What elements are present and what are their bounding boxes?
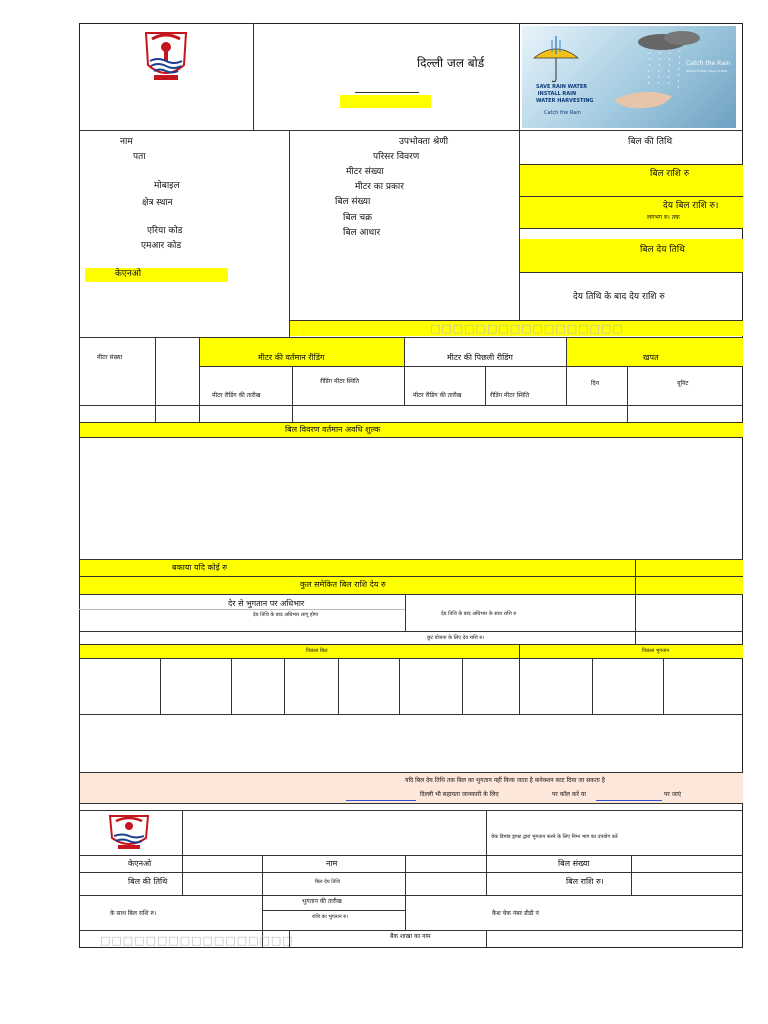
charges-header: बिल विवरण वर्तमान अवधि शुल्क	[285, 425, 381, 434]
consumption-col: खपत	[643, 353, 659, 362]
previous-reading-status-col: रीडिंग मीटर स्थिति	[490, 392, 530, 399]
due-date-cell	[520, 239, 743, 272]
units-col: यूनिट	[677, 380, 689, 387]
previous-reading-date-col: मीटर रीडिंग की तारीख	[413, 392, 462, 399]
receipt-bill-no-label: बिल संख्या	[558, 859, 590, 868]
total-bar	[80, 577, 743, 594]
current-reading-status-col: रीडिंग मीटर स्थिति	[320, 378, 360, 385]
notice-line1: यदि बिल देय तिथि तक बिल का भुगतान नहीं किया जाता है कनेक्शन काट दिया जा सकता है	[405, 777, 605, 784]
mr-code-label: एमआर कोड	[141, 241, 182, 251]
days-col: दिन	[591, 380, 600, 387]
charges-header-bar	[80, 423, 743, 437]
area-code-label: एरिया कोड	[147, 226, 183, 236]
prev-payments-header: पिछला भुगतान	[642, 648, 670, 654]
late-payment-label: देर से भुगतान पर अधिभार	[228, 599, 305, 608]
bill-amount-cell	[520, 165, 743, 196]
after-due-amount-label: देय तिथि के बाद देय राशि रु	[573, 292, 665, 302]
bill-date-label: बिल की तिथि	[628, 137, 673, 147]
after-due-with-surcharge-label: देय तिथि के बाद अधिभार के साथ राशि रु	[441, 611, 517, 617]
scheme-amount-label: छूट योजना के लिए देय राशि रु।	[427, 635, 485, 641]
boxes-placeholder: □□□□□□□□□□□□□□□□□	[430, 322, 624, 335]
kno-label: केएनओ	[115, 269, 142, 279]
receipt-with-amount-label: के साथ बिल राशि रु।	[110, 910, 157, 917]
bill-basis-label: बिल आधार	[343, 228, 381, 238]
org-name: दिल्ली जल बोर्ड	[417, 56, 485, 70]
receipt-due-date-label: बिल देय तिथि	[315, 879, 340, 885]
premises-label: परिसर विवरण	[373, 152, 420, 162]
djb-logo-receipt	[104, 812, 154, 852]
banner-catch-title: Catch the Rain	[686, 60, 731, 67]
receipt-bill-amount-label: बिल राशि रु।	[566, 877, 604, 886]
receipt-amount-paid-label: राशि का भुगतान रु।	[312, 914, 349, 920]
name-label: नाम	[120, 137, 133, 147]
receipt-kno-label: केएनओ	[128, 859, 152, 868]
after-due-surcharge-label: देय तिथि के बाद अधिभार लागू होगा	[253, 612, 318, 618]
receipt-name-label: नाम	[326, 859, 338, 868]
banner-catch-sub: Where it Falls, When it Falls	[686, 69, 728, 73]
rain-harvest-banner	[522, 26, 736, 128]
receipt-payment-date-label: भुगतान की तारीख	[302, 898, 342, 905]
address-label: पता	[133, 152, 146, 162]
bill-number-label: बिल संख्या	[335, 197, 371, 207]
due-date-label: बिल देय तिथि	[640, 245, 685, 255]
bill-cycle-label: बिल चक्र	[343, 213, 373, 223]
consumer-category-label: उपभोक्ता श्रेणी	[399, 137, 449, 147]
total-label: कुल समेकित बिल राशि देय रु	[300, 580, 386, 589]
meter-type-label: मीटर का प्रकार	[355, 182, 404, 192]
receipt-bank-branch-label: बैंक शाखा का नाम	[390, 933, 431, 940]
kno-field	[85, 268, 228, 282]
djb-logo	[140, 27, 192, 85]
bill-amount-label: बिल राशि रु	[650, 169, 690, 179]
current-reading-col: मीटर की वर्तमान रीडिंग	[258, 353, 325, 362]
payable-amount-label: देय बिल राशि रु।	[663, 201, 719, 211]
receipt-boxes: □□□□□□□□□□□□□□□□□	[100, 934, 294, 947]
prev-bills-header: पिछला बिल	[306, 648, 328, 654]
approx-label: लगभग रु। तक	[647, 214, 680, 221]
current-reading-date-col: मीटर रीडिंग की तारीख	[212, 392, 261, 399]
cheque-note: चेक डिमांड ड्राफ्ट द्वारा भुगतान करने के लिए निम्न भाग का उपयोग करें	[491, 834, 618, 840]
receipt-bill-date-label: बिल की तिथि	[128, 877, 168, 886]
meter-no-col: मीटर संख्या	[97, 354, 123, 361]
meter-number-label: मीटर संख्या	[346, 167, 384, 177]
notice-visit: पर जाएं	[664, 791, 682, 798]
notice-help: दिल्ली भी सहायता जानकारी के लिए	[420, 791, 499, 798]
arrears-label: बकाया यदि कोई रु	[172, 563, 228, 572]
banner-umbrella-text: SAVE RAIN WATER INSTALL RAIN WATER HARVESTING	[536, 84, 594, 104]
banner-catch-small: Catch the Rain	[544, 110, 581, 116]
zone-label: क्षेत्र स्थान	[142, 198, 173, 208]
previous-reading-col: मीटर की पिछली रीडिंग	[447, 353, 513, 362]
highlight-bar	[340, 95, 431, 108]
notice-call: पर कॉल करें या	[552, 791, 586, 798]
mobile-label: मोबाइल	[154, 181, 180, 191]
receipt-cash-cheque-label: कैश चेक नंबर डीडी नं	[492, 910, 539, 917]
